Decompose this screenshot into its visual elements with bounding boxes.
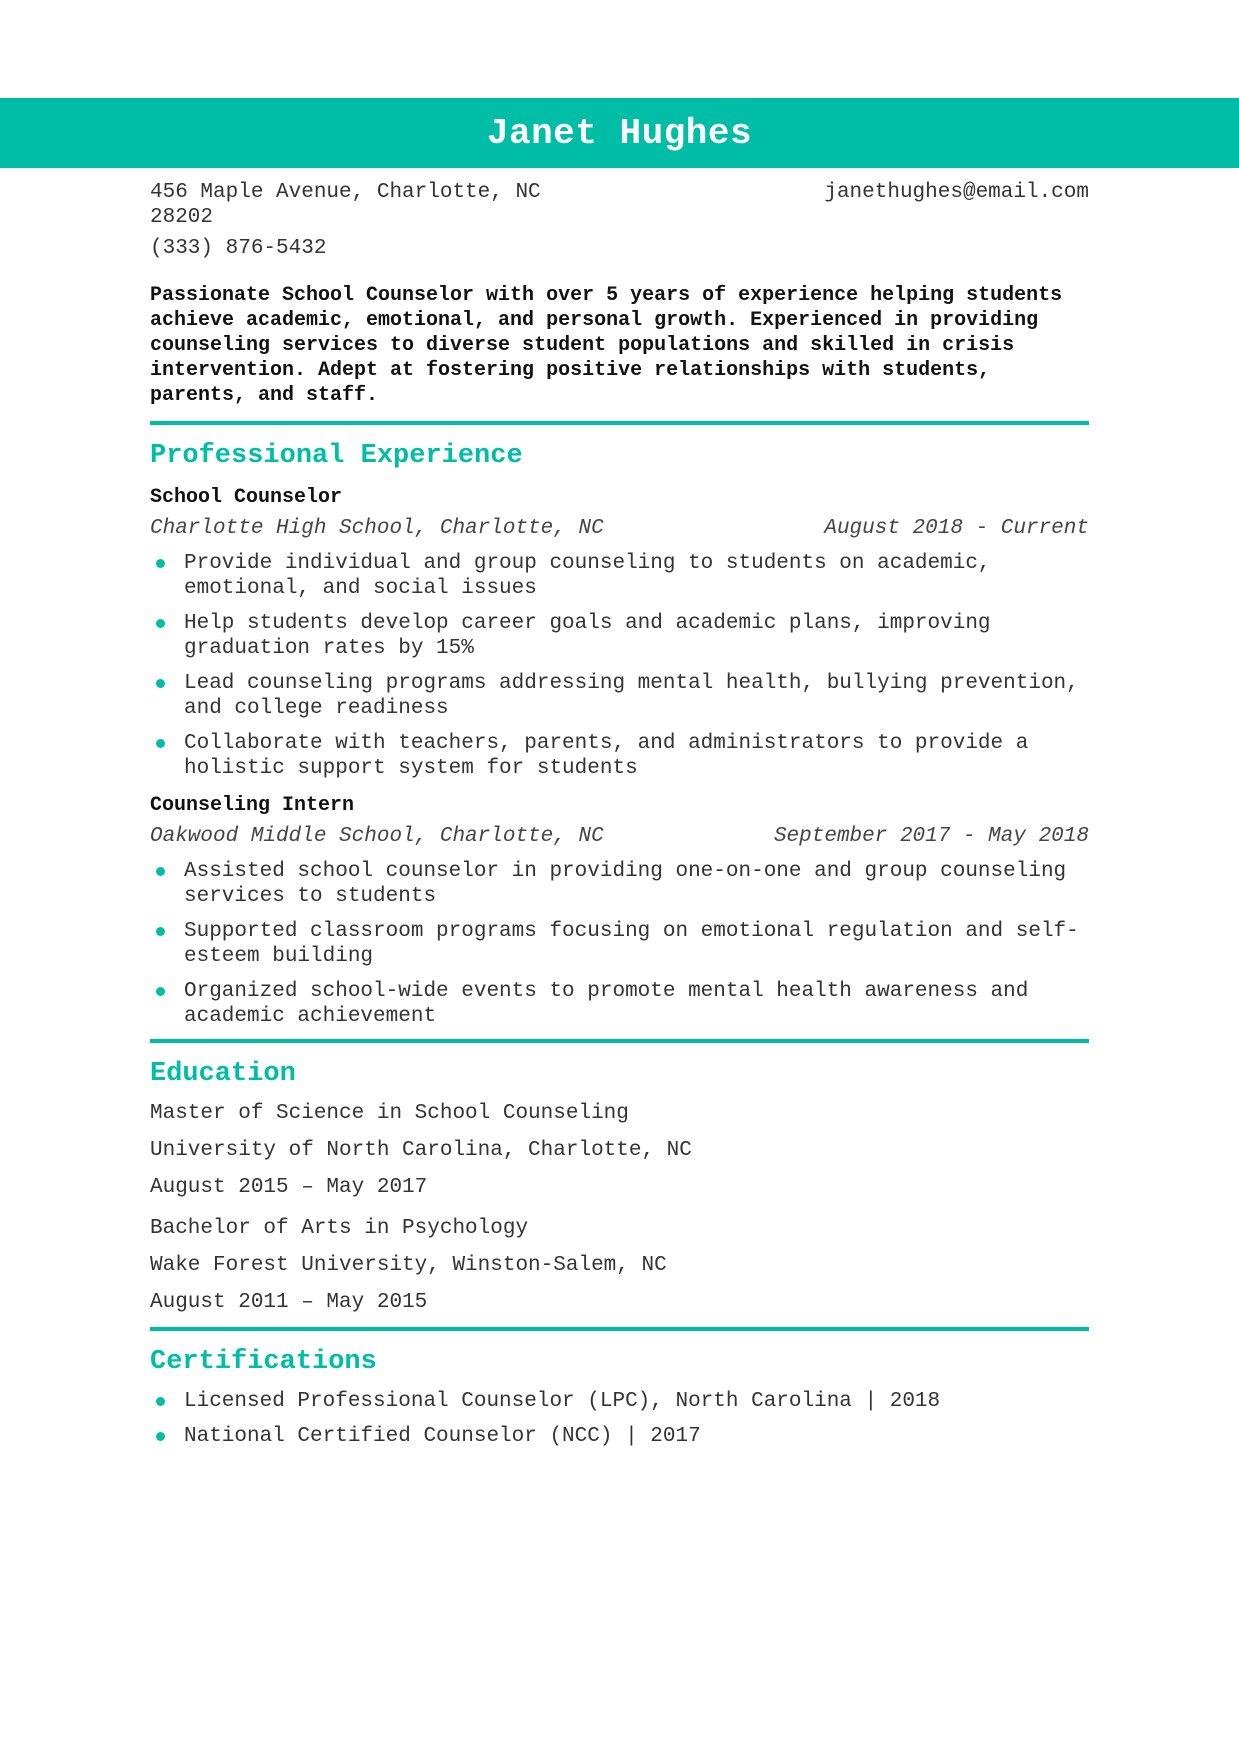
certification-item [150,1389,1089,1414]
bullet-dot-icon [156,559,165,568]
job-place: Charlotte High School, Charlotte, NC [150,517,604,540]
section-divider [150,1039,1089,1043]
job-place: Oakwood Middle School, Charlotte, NC [150,825,604,848]
certification-list [150,1389,1089,1449]
summary-text: Passionate School Counselor with over 5 years of experience helping students achieve academic, emotional, and personal growth. Experienced in providing counseling services to diverse student populations and skilled in crisis intervention. Adept at fostering positive relationships with students, parents, and staff. [150,283,1089,425]
contact-info [150,180,1089,261]
phone-text: (333) 876-5432 [150,237,327,260]
certification-item [150,1424,1089,1449]
school-text: Wake Forest University, Winston-Salem, NC [150,1254,667,1277]
address-text: 456 Maple Avenue, Charlotte, NC 28202 [150,181,541,229]
degree-text: Bachelor of Arts in Psychology [150,1217,529,1240]
job-entry [150,485,1089,781]
bullet-dot-icon [156,1397,165,1406]
degree-text: Master of Science in School Counseling [150,1102,629,1125]
bullet-text: Help students develop career goals and academic plans, improving graduation rates by 15% [184,612,991,660]
bullet-item [150,551,1089,601]
bullet-dot-icon [156,1432,165,1441]
bullet-text: Organized school-wide events to promote mental health awareness and academic achievement [184,980,1029,1028]
job-entry [150,793,1089,1029]
job-bullets [150,859,1089,1029]
job-bullets [150,551,1089,781]
job-dates: August 2018 - Current [824,517,1089,540]
contact-left [150,180,550,261]
resume-content [150,180,1089,1459]
email-text: janethughes@email.com [824,181,1089,204]
certification-text: National Certified Counselor (NCC) | 2017 [184,1425,701,1448]
bullet-text: Collaborate with teachers, parents, and administrators to provide a holistic support system for students [184,732,1029,780]
certifications-heading: Certifications [150,1347,377,1377]
bullet-dot-icon [156,867,165,876]
bullet-item [150,611,1089,661]
bullet-item [150,919,1089,969]
bullet-text: Supported classroom programs focusing on emotional regulation and self-esteem building [184,920,1079,968]
section-divider [150,1327,1089,1331]
job-title: School Counselor [150,486,343,509]
bullet-dot-icon [156,619,165,628]
bullet-dot-icon [156,679,165,688]
job-meta [150,824,1089,849]
bullet-text: Lead counseling programs addressing mental health, bullying prevention, and college readiness [184,672,1079,720]
bullet-item [150,671,1089,721]
education-dates: August 2011 – May 2015 [150,1291,428,1314]
certification-text: Licensed Professional Counselor (LPC), North Carolina | 2018 [184,1390,941,1413]
bullet-text: Assisted school counselor in providing one-on-one and group counseling services to students [184,860,1067,908]
school-text: University of North Carolina, Charlotte, NC [150,1139,692,1162]
education-entry [150,1101,1089,1200]
bullet-dot-icon [156,927,165,936]
bullet-item [150,731,1089,781]
experience-heading: Professional Experience [150,441,523,471]
bullet-item [150,979,1089,1029]
header-band [0,98,1239,168]
job-dates: September 2017 - May 2018 [773,825,1089,848]
job-title: Counseling Intern [150,794,355,817]
education-heading: Education [150,1059,296,1089]
bullet-text: Provide individual and group counseling to students on academic, emotional, and social issues [184,552,991,600]
job-meta [150,516,1089,541]
education-entry [150,1216,1089,1315]
candidate-name: Janet Hughes [486,112,753,154]
bullet-dot-icon [156,987,165,996]
bullet-item [150,859,1089,909]
education-dates: August 2015 – May 2017 [150,1176,428,1199]
bullet-dot-icon [156,739,165,748]
